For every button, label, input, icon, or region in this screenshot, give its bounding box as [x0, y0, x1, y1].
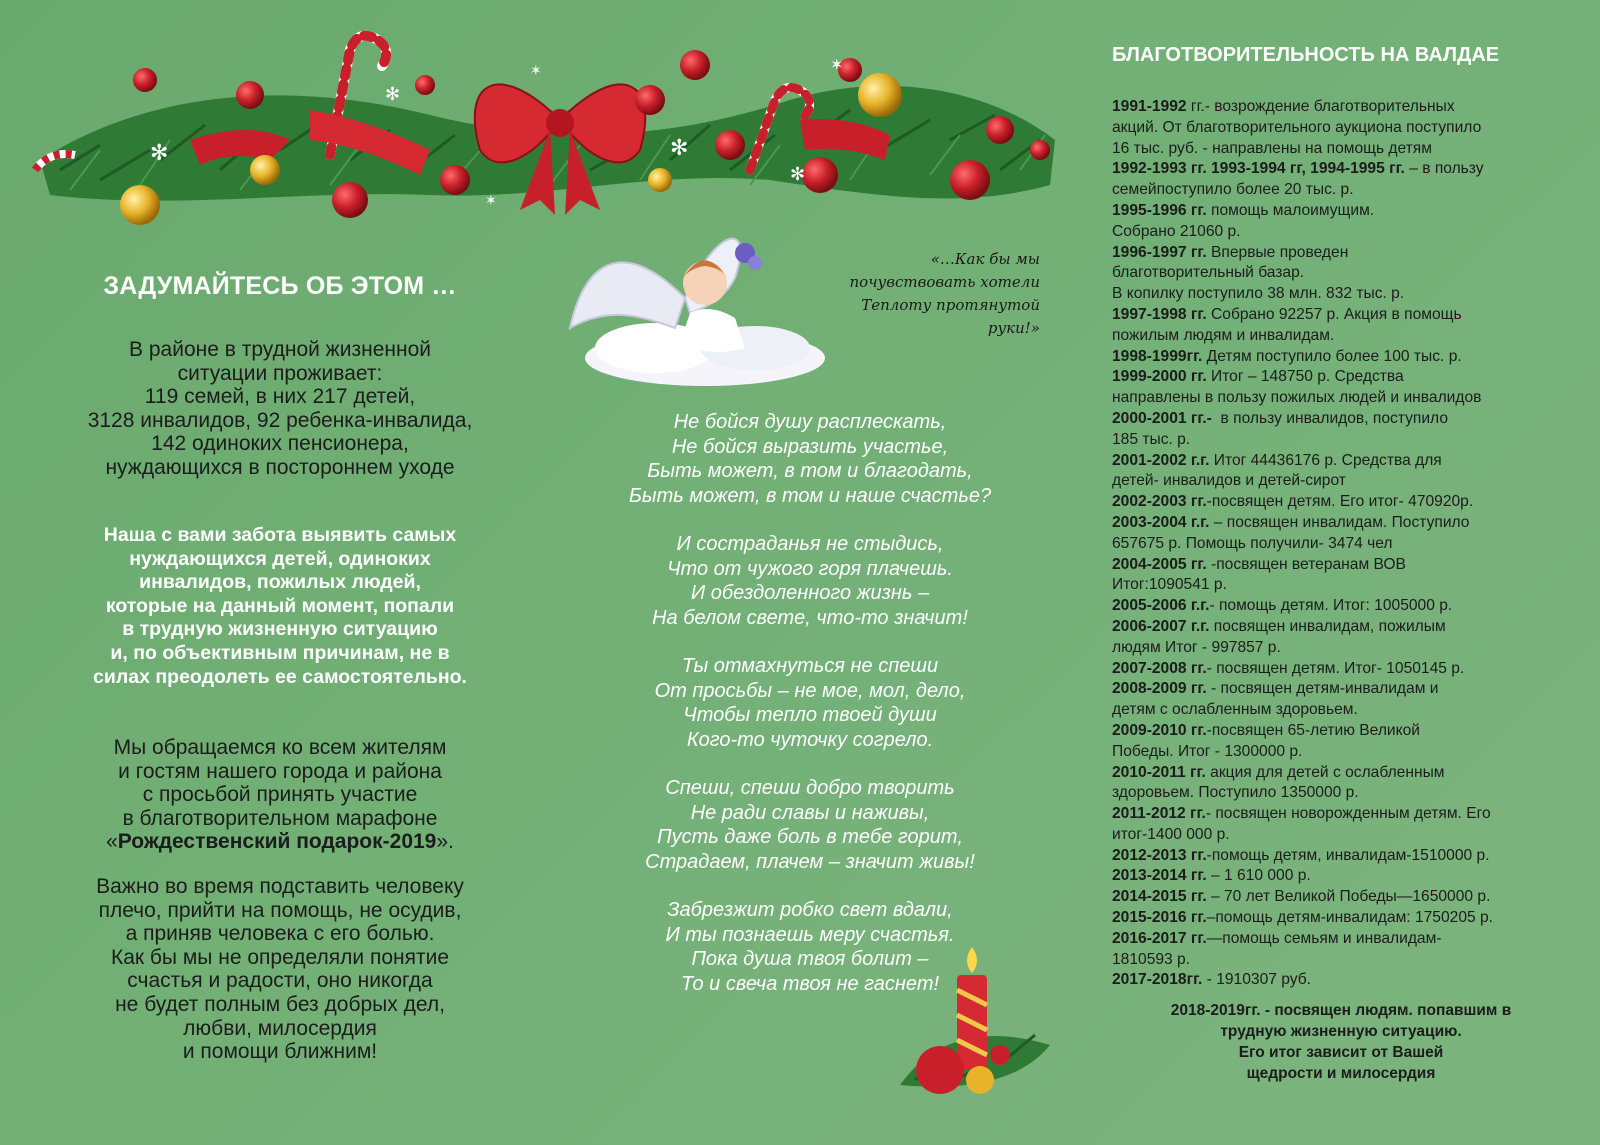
- poem-line: Быть может, в том и благодать,: [647, 460, 973, 482]
- closing-line: трудную жизненную ситуацию.: [1220, 1023, 1462, 1040]
- history-year: 1996-1997 гг.: [1112, 243, 1207, 261]
- history-entry: [1112, 742, 1572, 763]
- svg-text:✻: ✻: [670, 135, 689, 160]
- history-text: людям Итог - 997857 р.: [1112, 638, 1281, 656]
- history-entry: [1112, 430, 1572, 451]
- history-entry: [1112, 139, 1572, 160]
- history-text: – в пользу: [1404, 160, 1484, 178]
- history-entry: [1112, 97, 1572, 118]
- poem-line: Пока душа твоя болит –: [691, 948, 929, 970]
- history-year: 2012-2013 гг.: [1112, 846, 1207, 864]
- history-entry: [1112, 222, 1572, 243]
- poem-line: Пусть даже боль в тебе горит,: [657, 826, 963, 848]
- history-text: гг.- возрождение благотворительных: [1186, 98, 1455, 115]
- history-text: 185 тыс. р.: [1112, 430, 1191, 448]
- history-text: здоровьем. Поступило 1350000 р.: [1112, 784, 1359, 802]
- svg-text:✻: ✻: [790, 164, 806, 184]
- history-text: 1810593 р.: [1112, 950, 1191, 968]
- angel-illustration: [565, 218, 825, 388]
- history-text: -помощь детям, инвалидам-1510000 р.: [1206, 846, 1490, 864]
- poem-line: Забрезжит робко свет вдали,: [667, 899, 953, 921]
- history-text: Итог 44436176 р. Средства для: [1209, 451, 1442, 469]
- history-year: 2006-2007 г.г.: [1112, 617, 1210, 635]
- history-entry: [1112, 367, 1572, 388]
- history-text: в пользу инвалидов, поступило: [1211, 409, 1449, 427]
- poem-line: Быть может, в том и наше счастье?: [628, 484, 992, 507]
- text-line: плечо, прийти на помощь, не осудив,: [98, 898, 462, 922]
- history-entry: [1112, 159, 1572, 180]
- text-line: и помощи ближним!: [182, 1040, 378, 1064]
- poem-line: И обездоленного жизнь –: [690, 582, 930, 604]
- history-text: -посвящен 65-летию Великой: [1206, 721, 1421, 739]
- history-entry: [1112, 679, 1572, 700]
- history-year: 2010-2011 гг.: [1112, 763, 1206, 781]
- history-text: -посвящен ветеранам ВОВ: [1206, 555, 1406, 573]
- history-text: - посвящен новорожденным детям. Его: [1205, 805, 1491, 823]
- text-line: 119 семей, в них 217 детей,: [144, 385, 416, 409]
- history-year: 1999-2000 гг.: [1112, 368, 1207, 386]
- christmas-garland-decoration: [30, 20, 1060, 230]
- history-entry: [1112, 263, 1572, 284]
- history-entry: [1112, 866, 1572, 887]
- poem-line: Чтобы тепло твоей души: [683, 704, 937, 726]
- history-entry: [1112, 471, 1572, 492]
- history-entry: [1112, 513, 1572, 534]
- history-entry: [1112, 929, 1572, 950]
- history-entry: [1112, 201, 1572, 222]
- history-year: 2004-2005 гг.: [1112, 555, 1207, 573]
- poem-line: Страдаем, плачем – значит живы!: [645, 850, 975, 873]
- history-entry: [1112, 118, 1572, 139]
- history-entry: [1112, 575, 1572, 596]
- history-text: - помощь детям. Итог: 1005000 р.: [1209, 597, 1453, 615]
- history-year: 2015-2016 гг.: [1112, 909, 1207, 927]
- marathon-name: Рождественский подарок-2019: [117, 830, 437, 854]
- poem-line: Что от чужого горя плачешь.: [667, 557, 953, 580]
- history-entry: [1112, 659, 1572, 680]
- history-text: Итог – 148750 р. Средства: [1206, 368, 1404, 386]
- history-text: посвящен инвалидам, пожилым: [1209, 617, 1446, 635]
- poem-line: Не ради славы и наживы,: [690, 801, 930, 824]
- text-line: в трудную жизненную ситуацию: [122, 618, 438, 641]
- svg-text:✻: ✻: [150, 140, 169, 165]
- svg-text:✶: ✶: [530, 62, 542, 78]
- text-line: и гостям нашего города и района: [118, 759, 442, 783]
- history-year: 2009-2010 гг.: [1112, 721, 1207, 739]
- history-year: 2011-2012 гг.: [1112, 805, 1206, 823]
- appeal-paragraph: [40, 736, 520, 854]
- poem: [600, 410, 1020, 1020]
- history-entry: [1112, 409, 1572, 430]
- history-entry: [1112, 596, 1572, 617]
- history-year: 1992-1993 гг. 1993-1994 гг, 1994-1995 гг.: [1112, 160, 1405, 178]
- history-year: 2003-2004 г.г.: [1112, 513, 1210, 531]
- svg-text:✶: ✶: [830, 57, 844, 74]
- history-year: 2008-2009 гг.: [1112, 680, 1207, 698]
- history-entry: [1112, 700, 1572, 721]
- history-text: -посвящен детям. Его итог- 470920р.: [1206, 493, 1474, 511]
- poem-stanza: [600, 410, 1020, 508]
- text-line: Мы обращаемся ко всем жителям: [113, 736, 447, 759]
- poem-line: Не бойся душу расплескать,: [673, 411, 947, 433]
- quote-close: ».: [436, 830, 454, 854]
- closing-line: щедрости и милосердия: [1246, 1065, 1436, 1082]
- text-line: Наша с вами забота выявить самых: [103, 524, 457, 546]
- history-entry: [1112, 721, 1572, 742]
- poem-line: То и свеча твоя не гаснет!: [680, 972, 940, 995]
- history-entry: [1112, 534, 1572, 555]
- history-year: 1998-1999гг.: [1112, 347, 1203, 365]
- quote-line: почувствовать хотели: [849, 273, 1040, 291]
- history-text: пожилым людям и инвалидам.: [1112, 326, 1335, 344]
- history-entry: [1112, 451, 1572, 472]
- poem-line: Спеши, спеши добро творить: [665, 777, 955, 799]
- history-text: направлены в пользу пожилых людей и инвалидов: [1112, 389, 1482, 407]
- text-line: которые на данный момент, попали: [105, 594, 455, 617]
- history-text: Собрано 21060 р.: [1112, 222, 1241, 240]
- history-text: - посвящен детям. Итог- 1050145 р.: [1206, 659, 1465, 677]
- history-text: Детям поступило более 100 тыс. р.: [1202, 347, 1462, 365]
- situation-paragraph: [40, 338, 520, 480]
- quote-line: Теплоту протянутой руки!»: [861, 296, 1040, 337]
- history-text: благотворительный базар.: [1112, 264, 1305, 282]
- history-entry: [1112, 555, 1572, 576]
- important-paragraph: [40, 875, 520, 1064]
- right-heading: БЛАГОТВОРИТЕЛЬНОСТЬ НА ВАЛДАЕ: [1112, 44, 1500, 66]
- history-entry: [1112, 284, 1572, 305]
- marathon-line: [40, 830, 520, 854]
- poem-line: Не бойся выразить участье,: [671, 435, 949, 458]
- history-entry: [1112, 970, 1572, 991]
- history-entry: [1112, 950, 1572, 971]
- history-year: 1997-1998 гг.: [1112, 305, 1207, 323]
- history-year: 1995-1996 гг.: [1112, 201, 1207, 219]
- quote-line: «…Как бы мы: [930, 250, 1040, 268]
- history-year: 2016-2017 гг.: [1112, 929, 1207, 947]
- text-line: любви, милосердия: [183, 1016, 377, 1040]
- history-year: 2005-2006 г.г.: [1112, 597, 1210, 615]
- svg-text:✻: ✻: [385, 84, 401, 104]
- angel-quote: [830, 248, 1040, 340]
- history-entry: [1112, 388, 1572, 409]
- history-entry: [1112, 180, 1572, 201]
- history-text: акция для детей с ослабленным: [1205, 763, 1445, 781]
- history-text: детям с ослабленным здоровьем.: [1112, 701, 1358, 719]
- history-entry: [1112, 638, 1572, 659]
- text-line: счастья и радости, оно никогда: [127, 969, 433, 993]
- poem-stanza: [600, 532, 1020, 630]
- history-entry: [1112, 243, 1572, 264]
- left-heading: ЗАДУМАЙТЕСЬ ОБ ЭТОМ …: [103, 272, 457, 300]
- history-year: 2013-2014 гг.: [1112, 867, 1207, 885]
- text-line: Как бы мы не определяли понятие: [110, 945, 450, 969]
- history-year: 2002-2003 гг.: [1112, 493, 1207, 511]
- history-entry: [1112, 908, 1572, 929]
- text-line: 142 одиноких пенсионера,: [151, 432, 409, 456]
- svg-text:✶: ✶: [485, 192, 497, 208]
- history-entry: [1112, 492, 1572, 513]
- history-year: 2014-2015 гг.: [1112, 888, 1207, 906]
- history-text: –помощь детям-инвалидам: 1750205 р.: [1206, 909, 1494, 927]
- history-year: 2007-2008 гг.: [1112, 659, 1207, 677]
- poem-stanza: [600, 776, 1020, 874]
- history-entry: [1112, 326, 1572, 347]
- history-text: итог-1400 000 р.: [1112, 825, 1230, 843]
- history-text: детей- инвалидов и детей-сирот: [1112, 472, 1346, 490]
- text-line: нуждающихся в постороннем уходе: [105, 455, 455, 479]
- text-line: 3128 инвалидов, 92 ребенка-инвалида,: [87, 408, 473, 432]
- text-line: и, по объективным причинам, не в: [110, 641, 450, 664]
- history-text: акций. От благотворительного аукциона поступило: [1112, 118, 1482, 136]
- history-text: – 1 610 000 р.: [1206, 867, 1311, 885]
- care-paragraph: [40, 524, 520, 689]
- history-text: Собрано 92257 р. Акция в помощь: [1206, 305, 1462, 323]
- history-text: 657675 р. Помощь получили- 3474 чел: [1112, 534, 1393, 552]
- closing-note: [1112, 1000, 1570, 1084]
- poem-stanza: [600, 654, 1020, 752]
- history-text: В копилку поступило 38 млн. 832 тыс. р.: [1112, 285, 1405, 303]
- text-line: а приняв человека с его болью.: [125, 922, 435, 946]
- text-line: с просьбой принять участие: [142, 783, 418, 807]
- poem-line: Ты отмахнуться не спеши: [681, 655, 939, 677]
- text-line: не будет полным без добрых дел,: [115, 992, 445, 1016]
- history-text: – посвящен инвалидам. Поступило: [1209, 513, 1470, 531]
- text-line: силах преодолеть ее самостоятельно.: [93, 665, 467, 688]
- history-text: семейпоступило более 20 тыс. р.: [1112, 181, 1354, 199]
- poem-line: На белом свете, что-то значит!: [652, 606, 968, 629]
- closing-line: 2018-2019гг. - посвящен людям. попавшим в: [1170, 1002, 1512, 1019]
- history-year: 2000-2001 гг.-: [1112, 409, 1212, 427]
- poem-line: От просьбы – не мое, мол, дело,: [654, 679, 966, 702]
- history-entry: [1112, 617, 1572, 638]
- history-entry: [1112, 763, 1572, 784]
- text-line: инвалидов, пожилых людей,: [139, 571, 421, 594]
- poem-line: Кого-то чуточку согрело.: [686, 728, 934, 751]
- history-text: – 70 лет Великой Победы—1650000 р.: [1206, 888, 1491, 906]
- history-text: Победы. Итог - 1300000 р.: [1112, 742, 1303, 760]
- history-text: помощь малоимущим.: [1206, 201, 1375, 219]
- history-entry: [1112, 887, 1572, 908]
- history-entry: [1112, 783, 1572, 804]
- text-line: Важно во время подставить человеку: [96, 875, 464, 898]
- text-line: В районе в трудной жизненной: [129, 338, 431, 361]
- history-entry: [1112, 846, 1572, 867]
- poem-line: И ты познаешь меру счастья.: [665, 923, 955, 946]
- candle-ornament-illustration: [895, 945, 1055, 1110]
- history-text: - посвящен детям-инвалидам и: [1206, 680, 1439, 698]
- quote-open: «: [106, 830, 118, 854]
- closing-line: Его итог зависит от Вашей: [1238, 1044, 1444, 1061]
- history-text: —помощь семьям и инвалидам-: [1206, 929, 1442, 947]
- history-entry: [1112, 825, 1572, 846]
- poem-line: И состраданья не стыдись,: [676, 533, 944, 555]
- history-entry: [1112, 305, 1572, 326]
- history-year: 2001-2002 г.г.: [1112, 451, 1210, 469]
- text-line: в благотворительном марафоне: [122, 806, 438, 830]
- history-text: Итог:1090541 р.: [1112, 576, 1227, 594]
- text-line: нуждающихся детей, одиноких: [129, 547, 431, 570]
- history-year: 1991-1992: [1112, 98, 1187, 115]
- history-text: 16 тыс. руб. - направлены на помощь детям: [1112, 139, 1432, 157]
- history-entry: [1112, 347, 1572, 368]
- history-year: 2017-2018гг.: [1112, 971, 1203, 989]
- text-line: ситуации проживает:: [177, 361, 383, 385]
- history-text: - 1910307 руб.: [1202, 971, 1311, 989]
- charity-history-list: [1112, 97, 1572, 991]
- history-text: Впервые проведен: [1206, 243, 1349, 261]
- history-entry: [1112, 804, 1572, 825]
